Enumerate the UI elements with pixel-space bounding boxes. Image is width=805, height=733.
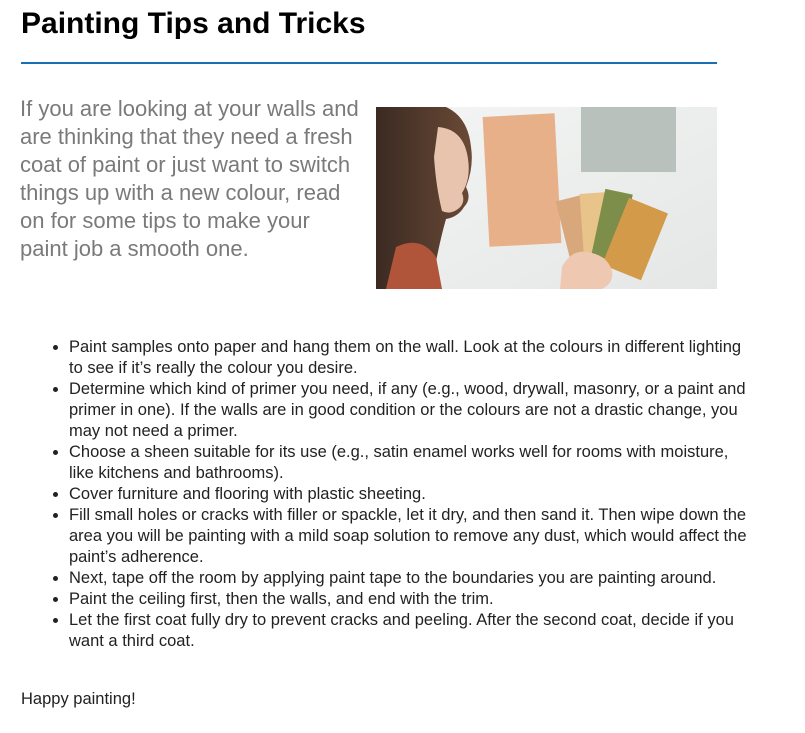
hero-image-paint-swatches <box>376 107 717 289</box>
closing-line: Happy painting! <box>21 690 136 708</box>
list-item: • Next, tape off the room by applying paint tape to the boundaries you are painting around. <box>69 568 749 589</box>
wall-swatch-grey <box>581 107 676 172</box>
page-title: Painting Tips and Tricks <box>21 7 366 40</box>
title-divider <box>21 62 717 64</box>
tips-list <box>41 337 749 652</box>
list-item: • Paint the ceiling first, then the walls, and end with the trim. <box>69 589 749 610</box>
list-item: • Fill small holes or cracks with filler or spackle, let it dry, and then sand it. Then wipe down the area you will be painting with a mild soap solution to remove any dust, which would affect the paint’s adherence. <box>69 505 749 568</box>
list-item: • Determine which kind of primer you need, if any (e.g., wood, drywall, masonry, or a paint and primer in one). If the walls are in good condition or the colours are not a drastic change, you may not need a primer. <box>69 379 749 442</box>
wall-swatch-peach <box>483 113 562 247</box>
intro-paragraph: If you are looking at your walls and are thinking that they need a fresh coat of paint or just want to switch things up with a new colour, read on for some tips to make your paint job a smooth one. <box>20 96 359 261</box>
list-item: • Choose a sheen suitable for its use (e.g., satin enamel works well for rooms with moisture, like kitchens and bathrooms). <box>69 442 749 484</box>
list-item: • Cover furniture and flooring with plastic sheeting. <box>69 484 749 505</box>
list-item: • Let the first coat fully dry to prevent cracks and peeling. After the second coat, decide if you want a third coat. <box>69 610 749 652</box>
list-item: • Paint samples onto paper and hang them on the wall. Look at the colours in different lighting to see if it’s really the colour you desire. <box>69 337 749 379</box>
